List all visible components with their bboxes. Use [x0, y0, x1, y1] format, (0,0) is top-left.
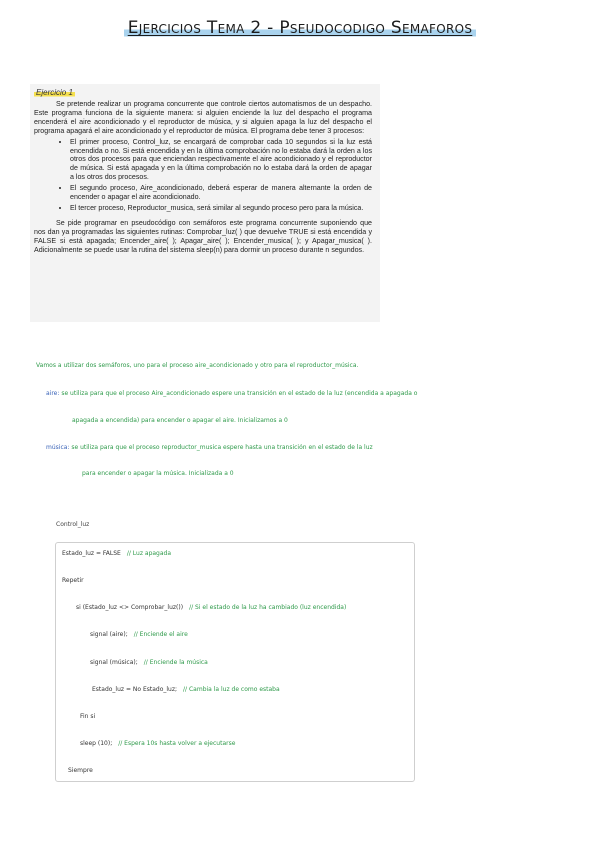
- note-musica-cont: para encender o apagar la música. Inicializada a 0: [82, 470, 234, 477]
- process-list: [34, 138, 372, 213]
- statement-closing: Se pide programar en pseudocódigo con semáforos este programa concurrente suponiendo que nos dan ya programadas las siguientes rutinas: Comprobar_luz( ) que devuelve TRUE si está encendida y FALSE si está apagada; Encender_aire( ); Apagar_aire( ); Encender_musica( ); y Apagar_musica( ). Adicionalmente se puede usar la rutina del sistema sleep(n) para dormir un proceso durante n segundos.: [34, 218, 372, 254]
- code-line: signal (aire); // Enciende el aire: [90, 631, 188, 638]
- code-line: Repetir: [62, 577, 84, 584]
- process-name: Control_luz: [56, 521, 90, 528]
- code-line: Estado_luz = No Estado_luz; // Cambia la luz de como estaba: [92, 686, 280, 693]
- exercise-tag: Ejercicio 1: [36, 88, 73, 97]
- code-line: Fin si: [80, 713, 96, 720]
- note-musica-key: música:: [46, 444, 70, 451]
- note-aire-cont: apagada a encendida) para encender o apagar el aire. Inicializamos a 0: [72, 417, 288, 424]
- code-line: Siempre: [68, 767, 93, 774]
- note-aire: aire: se utiliza para que el proceso Aire_acondicionado espere una transición en el estado de la luz (encendida a apagada o: [46, 390, 418, 397]
- note-intro: Vamos a utilizar dos semáforos, uno para el proceso aire_acondicionado y otro para el reproductor_música.: [36, 362, 359, 369]
- code-line: si (Estado_luz <> Comprobar_luz()) // Si el estado de la luz ha cambiado (luz encendida): [76, 604, 347, 611]
- process-item: • El segundo proceso, Aire_acondicionado, deberá esperar de manera alternante la orden de encender o apagar el aire acondicionado.: [70, 184, 372, 202]
- exercise-statement: [34, 100, 372, 255]
- code-line: sleep (10); // Espera 10s hasta volver a ejecutarse: [80, 740, 236, 747]
- process-item: • El tercer proceso, Reproductor_musica, será similar al segundo proceso pero para la música.: [70, 204, 372, 213]
- code-line: Estado_luz = FALSE // Luz apagada: [62, 550, 172, 557]
- statement-intro: Se pretende realizar un programa concurrente que controle ciertos automatismos de un despacho. Este programa funciona de la siguiente manera: si alguien enciende la luz del despacho el programa encenderá el aire acondicionado y el reproductor de música, y si alguien apaga la luz del despacho el programa apagará el aire acondicionado y el reproductor de música. El programa debe tener 3 procesos:: [34, 100, 372, 135]
- page-title: Ejercicios Tema 2 - Pseudocodigo Semaforos: [0, 18, 600, 38]
- process-item: • El primer proceso, Control_luz, se encargará de comprobar cada 10 segundos si la luz está encendida o no. Si está encendida y en la última comprobación no lo estaba dará la orden a los otros dos procesos para que enciendan respectivamente el aire acondicionado y el reproductor de música. Si está apagada y en la última comprobación no lo estaba dará la orden de apagar a los otros dos procesos.: [70, 138, 372, 183]
- note-aire-key: aire:: [46, 390, 60, 397]
- code-line: signal (música); // Enciende la música: [90, 659, 208, 666]
- note-musica: música: se utiliza para que el proceso reproductor_musica espere hasta una transición en el estado de la luz: [46, 444, 373, 451]
